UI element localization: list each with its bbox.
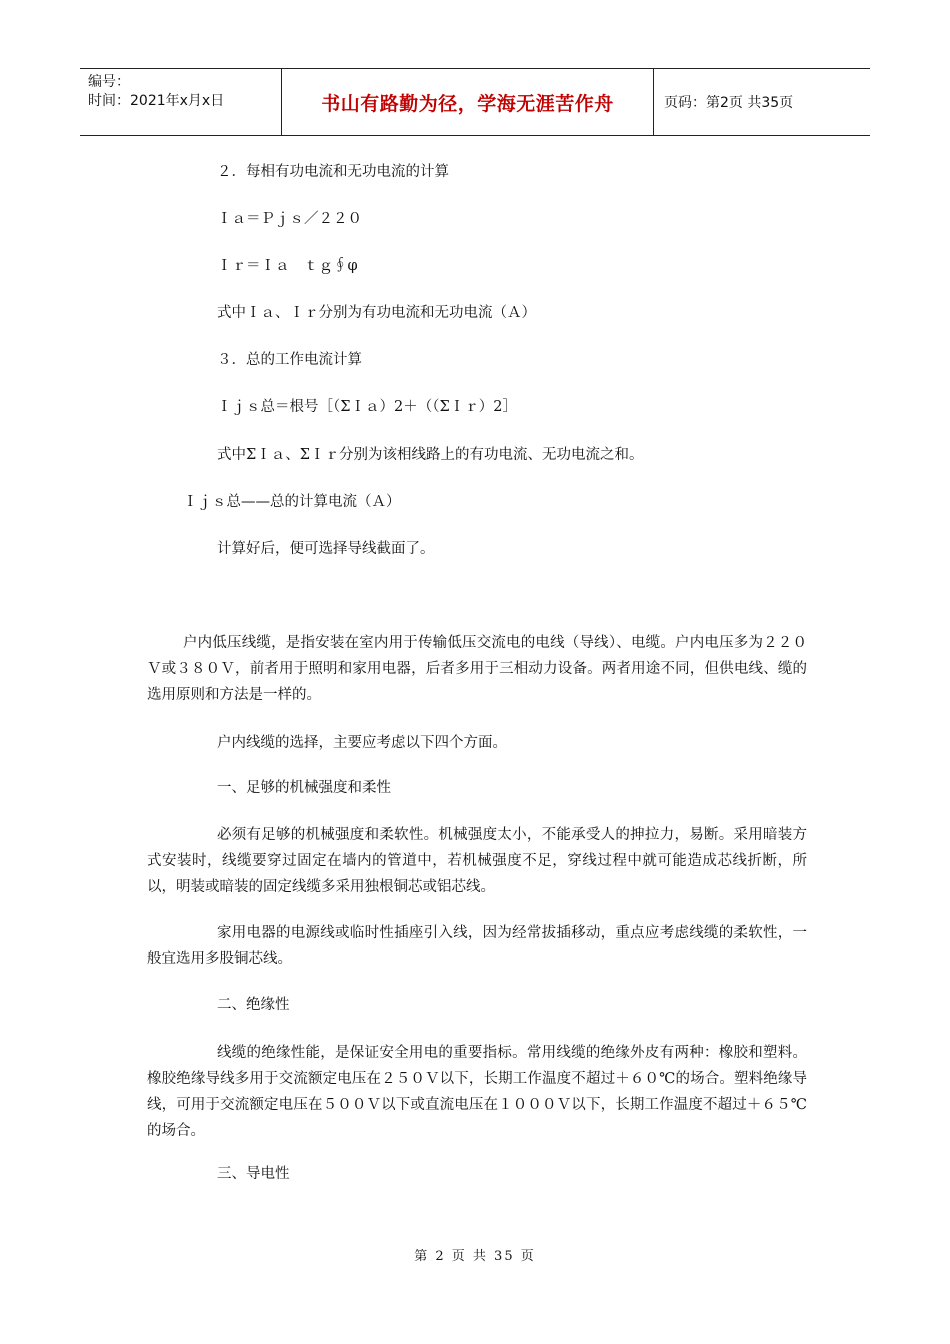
formula-note-1: 式中Ｉａ、Ｉｒ分别为有功电流和无功电流（Ａ） (217, 305, 536, 321)
paragraph-conclusion: 计算好后，便可选择导线截面了。 (217, 541, 435, 557)
section-heading-three: 三、导电性 (217, 1166, 290, 1182)
section-heading-3: ３．总的工作电流计算 (217, 352, 362, 368)
document-number-label: 编号： (88, 74, 130, 90)
formula-ir: Ｉｒ＝Ｉａ ｔｇ∮φ (217, 258, 358, 274)
formula-ia: Ｉａ＝Ｐｊｓ／２２０ (217, 211, 362, 227)
header-page-label: 页码：第2页 共35页 (664, 95, 794, 111)
section-heading-2: ２．每相有功电流和无功电流的计算 (217, 164, 449, 180)
header-meta (80, 69, 282, 135)
formula-note-2: 式中ΣＩａ、ΣＩｒ分别为该相线路上的有功电流、无功电流之和。 (217, 447, 644, 463)
header-motto: 书山有路勤为径，学海无涯苦作舟 (282, 69, 654, 135)
paragraph-overview: 户内线缆的选择，主要应考虑以下四个方面。 (217, 735, 507, 751)
paragraph-intro: 户内低压线缆，是指安装在室内用于传输低压交流电的电线（导线）、电缆。户内电压多为２２０Ｖ或３８０Ｖ，前者用于照明和家用电器，后者多用于三相动力设备。两者用途不同，但供电线、缆的选用原则和方法是一样的。 (147, 635, 807, 703)
section-heading-two: 二、绝缘性 (217, 997, 290, 1013)
page-header (80, 68, 870, 136)
formula-ijs: Ｉｊｓ总＝根号［（ΣＩａ）2＋（（ΣＩｒ）2］ (217, 399, 517, 415)
page-footer: 第 2 页 共 35 页 (414, 1249, 536, 1264)
section-heading-one: 一、足够的机械强度和柔性 (217, 780, 391, 796)
paragraph-mechanical: 必须有足够的机械强度和柔软性。机械强度太小，不能承受人的抻拉力，易断。采用暗装方式安装时，线缆要穿过固定在墙内的管道中，若机械强度不足，穿线过程中就可能造成芯线折断，所以，明装或暗装的固定线缆多采用独根铜芯或铝芯线。 (147, 827, 807, 895)
formula-note-3: Ｉｊｓ总——总的计算电流（Ａ） (183, 494, 401, 510)
paragraph-flexible: 家用电器的电源线或临时性插座引入线，因为经常拔插移动，重点应考虑线缆的柔软性，一般宜选用多股铜芯线。 (147, 925, 807, 967)
paragraph-insulation: 线缆的绝缘性能，是保证安全用电的重要指标。常用线缆的绝缘外皮有两种：橡胶和塑料。橡胶绝缘导线多用于交流额定电压在２５０Ｖ以下，长期工作温度不超过＋６０℃的场合。塑料绝缘导线，可用于交流额定电压在５００Ｖ以下或直流电压在１０００Ｖ以下，长期工作温度不超过＋６５℃的场合。 (147, 1045, 807, 1139)
document-time-label: 时间：2021年x月x日 (88, 93, 225, 109)
